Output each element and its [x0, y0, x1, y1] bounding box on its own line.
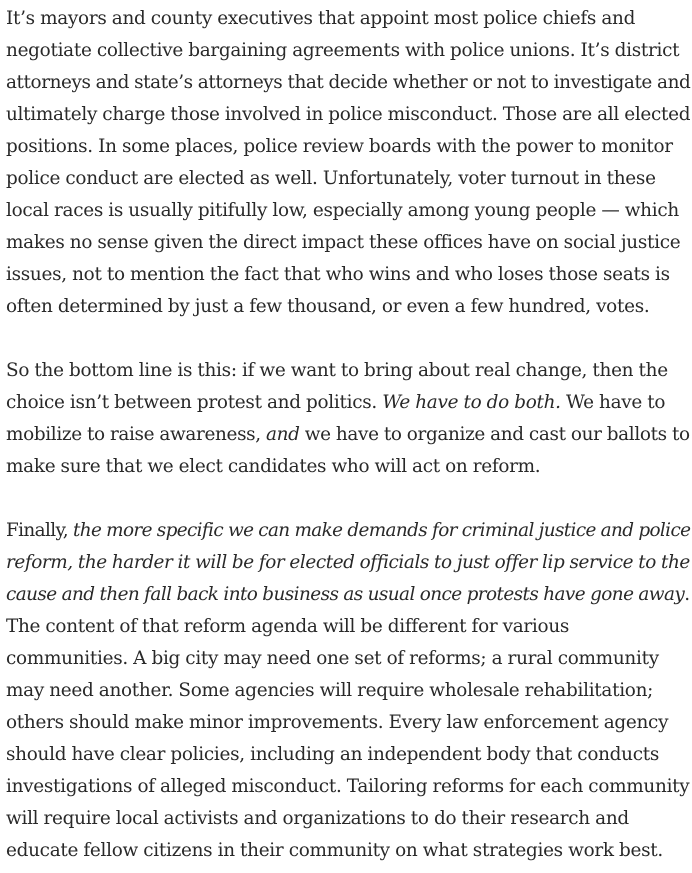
text-segment: local races is usually pitifully low, especially among young people — which	[6, 200, 679, 221]
text-segment: The content of that reform agenda will be different for various	[6, 616, 570, 637]
italic-text: cause and then fall back into business as usual once protests have gone away	[6, 584, 685, 605]
italic-text: the more specific we can make demands for criminal justice and police	[72, 520, 691, 541]
text-segment: choice isn’t between protest and politics.	[6, 392, 383, 413]
text-segment: It’s mayors and county executives that appoint most police chiefs and	[6, 8, 636, 29]
text-line	[6, 387, 692, 419]
text-line	[6, 771, 692, 803]
text-line	[6, 515, 692, 547]
text-line	[6, 611, 692, 643]
article-paragraph	[6, 3, 692, 323]
text-segment: issues, not to mention the fact that who wins and who loses those seats is	[6, 264, 670, 285]
text-segment: positions. In some places, police review boards with the power to monitor	[6, 136, 673, 157]
text-line	[6, 195, 692, 227]
text-line	[6, 835, 692, 867]
text-line	[6, 291, 692, 323]
text-segment: attorneys and state’s attorneys that decide whether or not to investigate and	[6, 72, 691, 93]
text-segment: communities. A big city may need one set of reforms; a rural community	[6, 648, 659, 669]
article-paragraph	[6, 355, 692, 483]
text-line	[6, 547, 692, 579]
text-segment: often determined by just a few thousand, or even a few hundred, votes.	[6, 296, 650, 317]
text-segment: .	[684, 584, 690, 605]
text-line	[6, 163, 692, 195]
text-line	[6, 707, 692, 739]
text-line	[6, 675, 692, 707]
text-segment: educate fellow citizens in their community on what strategies work best.	[6, 840, 663, 861]
text-line	[6, 419, 692, 451]
text-segment: may need another. Some agencies will require wholesale rehabilitation;	[6, 680, 654, 701]
article-paragraph	[6, 515, 692, 867]
italic-text: reform, the harder it will be for elected officials to just offer lip service to the	[6, 552, 690, 573]
italic-text: and	[265, 424, 300, 445]
text-segment: mobilize to raise awareness,	[6, 424, 266, 445]
text-line	[6, 739, 692, 771]
text-segment: should have clear policies, including an independent body that conducts	[6, 744, 660, 765]
text-segment: investigations of alleged misconduct. Tailoring reforms for each community	[6, 776, 690, 797]
text-segment: So the bottom line is this: if we want to bring about real change, then the	[6, 360, 668, 381]
text-segment: police conduct are elected as well. Unfortunately, voter turnout in these	[6, 168, 656, 189]
text-line	[6, 3, 692, 35]
text-line	[6, 35, 692, 67]
text-segment: We have to	[560, 392, 666, 413]
text-segment: ultimately charge those involved in police misconduct. Those are all elected	[6, 104, 691, 125]
text-line	[6, 227, 692, 259]
text-segment: we have to organize and cast our ballots to	[299, 424, 690, 445]
italic-text: We have to do both.	[382, 392, 561, 413]
text-line	[6, 259, 692, 291]
text-segment: Finally,	[6, 520, 73, 541]
text-segment: will require local activists and organizations to do their research and	[6, 808, 629, 829]
text-segment: negotiate collective bargaining agreements with police unions. It’s district	[6, 40, 680, 61]
text-line	[6, 67, 692, 99]
text-line	[6, 803, 692, 835]
text-line	[6, 643, 692, 675]
text-line	[6, 579, 692, 611]
text-line	[6, 99, 692, 131]
text-line	[6, 451, 692, 483]
text-segment: makes no sense given the direct impact these offices have on social justice	[6, 232, 681, 253]
text-line	[6, 131, 692, 163]
text-segment: make sure that we elect candidates who will act on reform.	[6, 456, 541, 477]
text-line	[6, 355, 692, 387]
text-segment: others should make minor improvements. Every law enforcement agency	[6, 712, 669, 733]
